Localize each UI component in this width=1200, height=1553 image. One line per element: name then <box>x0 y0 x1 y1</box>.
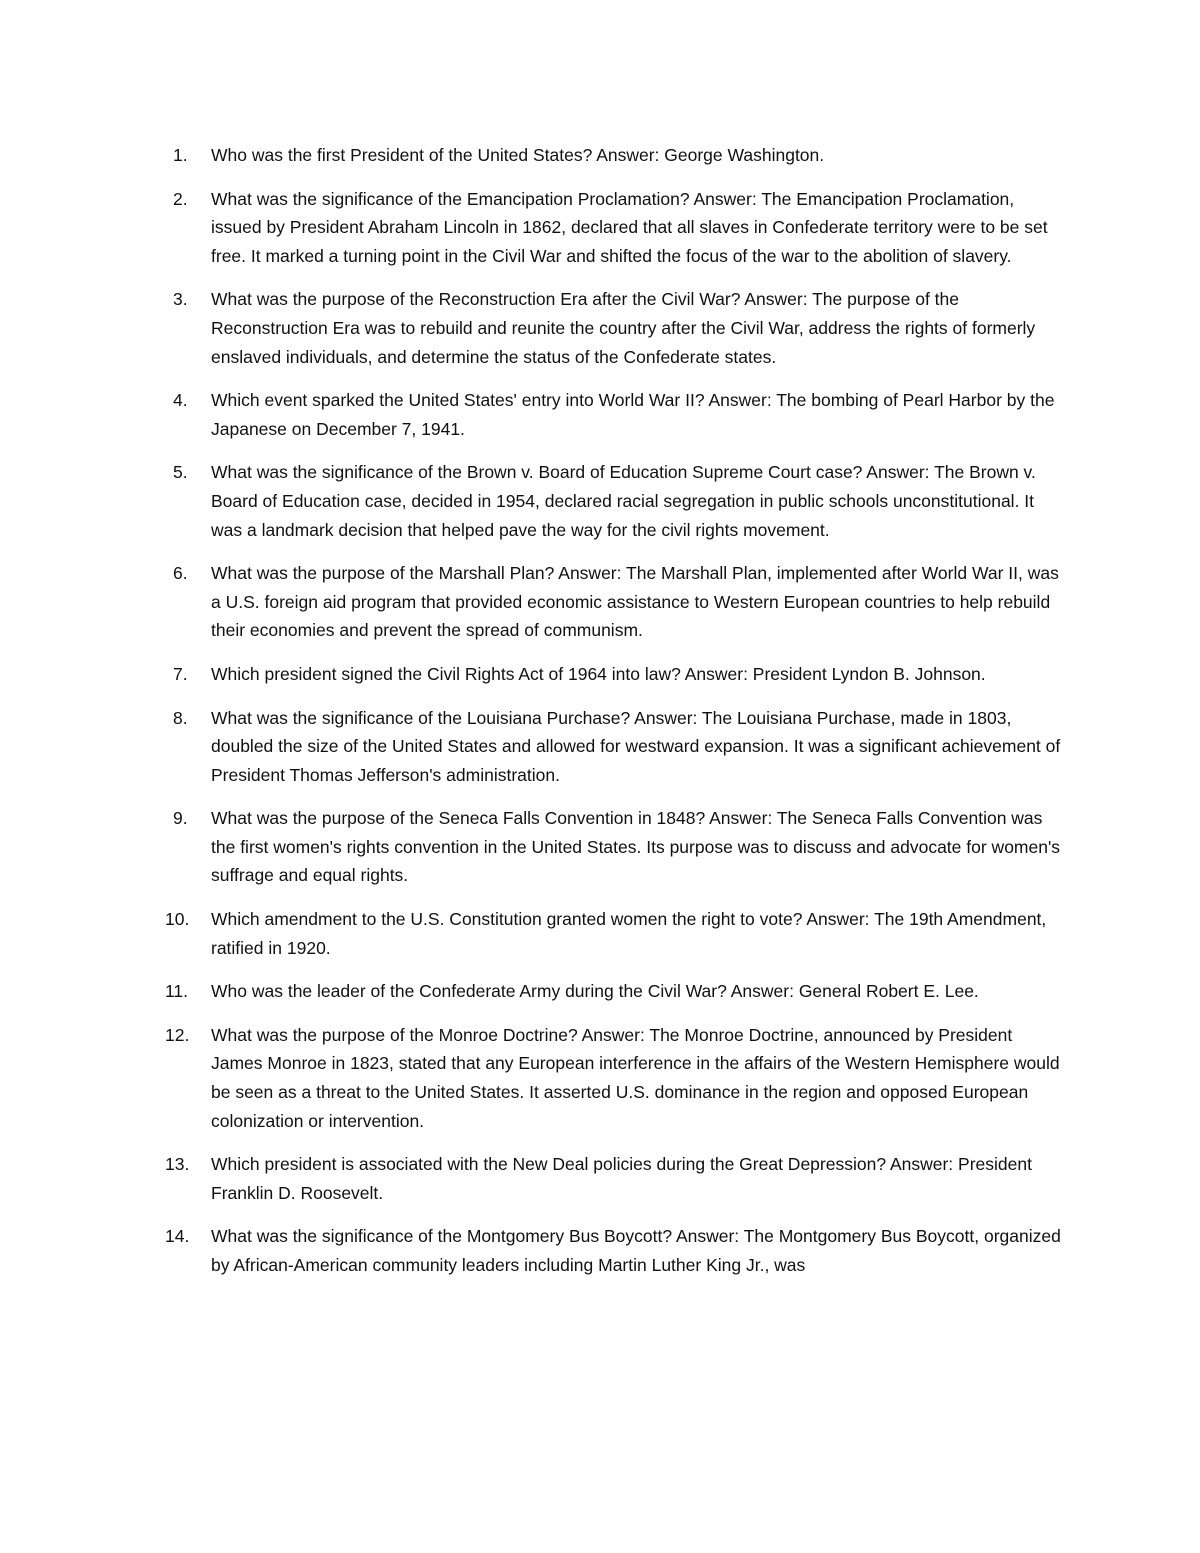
item-text: What was the significance of the Montgomery Bus Boycott? Answer: The Montgomery Bus Boycott, organized by African-American community leaders including Martin Luther King Jr., was <box>211 1226 1061 1275</box>
item-number: 4. <box>173 390 188 411</box>
list-item <box>165 141 1065 170</box>
item-number: 14. <box>165 1226 190 1247</box>
item-number: 9. <box>173 808 188 829</box>
item-text: What was the purpose of the Marshall Plan? Answer: The Marshall Plan, implemented after World War II, was a U.S. foreign aid program that provided economic assistance to Western European countries to help rebuild their economies and prevent the spread of communism. <box>211 563 1059 641</box>
list-item <box>165 1150 1065 1207</box>
list-item <box>165 185 1065 271</box>
question-answer-list <box>165 141 1065 1295</box>
list-item <box>165 977 1065 1006</box>
item-text: What was the purpose of the Monroe Doctrine? Answer: The Monroe Doctrine, announced by President James Monroe in 1823, stated that any European interference in the affairs of the Western Hemisphere would be seen as a threat to the United States. It asserted U.S. dominance in the region and opposed European colonization or intervention. <box>211 1024 1060 1131</box>
list-item <box>165 386 1065 443</box>
item-number: 3. <box>173 289 188 310</box>
item-text: What was the purpose of the Seneca Falls Convention in 1848? Answer: The Seneca Falls Convention was the first women's rights convention in the United States. Its purpose was to discuss and advocate for women's suffrage and equal rights. <box>211 808 1061 886</box>
list-item <box>165 704 1065 790</box>
item-text: What was the significance of the Brown v. Board of Education Supreme Court case? Answer: The Brown v. Board of Education case, decided in 1954, declared racial segregation in public schools unconstitutional. It was a landmark decision that helped pave the way for the civil rights movement. <box>211 462 1036 540</box>
item-number: 12. <box>165 1024 190 1045</box>
item-number: 7. <box>173 663 188 684</box>
list-item <box>165 559 1065 645</box>
item-number: 2. <box>173 188 188 209</box>
item-number: 1. <box>173 145 188 165</box>
list-item <box>165 458 1065 544</box>
item-number: 11. <box>165 981 189 1002</box>
list-item <box>165 1021 1065 1135</box>
list-item <box>165 1222 1065 1279</box>
item-text: Which president is associated with the New Deal policies during the Great Depression? Answer: President Franklin D. Roosevelt. <box>211 1154 1032 1203</box>
item-text: What was the purpose of the Reconstruction Era after the Civil War? Answer: The purpose of the Reconstruction Era was to rebuild and reunite the country after the Civil War, address the rights of formerly enslaved individuals, and determine the status of the Confederate states. <box>211 289 1036 367</box>
list-item <box>165 804 1065 890</box>
item-text: Which president signed the Civil Rights Act of 1964 into law? Answer: President Lyndon B. Johnson. <box>211 663 986 684</box>
item-text: Who was the leader of the Confederate Army during the Civil War? Answer: General Robert E. Lee. <box>211 981 979 1002</box>
item-text: Who was the first President of the United States? Answer: George Washington. <box>211 145 825 165</box>
list-item <box>165 905 1065 962</box>
item-number: 13. <box>165 1154 190 1175</box>
item-number: 6. <box>173 563 188 584</box>
item-number: 8. <box>173 707 188 728</box>
item-number: 10. <box>165 909 190 930</box>
item-text: Which event sparked the United States' entry into World War II? Answer: The bombing of Pearl Harbor by the Japanese on December 7, 1941. <box>211 390 1055 439</box>
item-text: What was the significance of the Emancipation Proclamation? Answer: The Emancipation Proclamation, issued by President Abraham Lincoln in 1862, declared that all slaves in Confederate territory were to be set free. It marked a turning point in the Civil War and shifted the focus of the war to the abolition of slavery. <box>211 188 1048 266</box>
list-item <box>165 285 1065 371</box>
item-number: 5. <box>173 462 188 483</box>
item-text: What was the significance of the Louisiana Purchase? Answer: The Louisiana Purchase, made in 1803, doubled the size of the United States and allowed for westward expansion. It was a significant achievement of President Thomas Jefferson's administration. <box>211 707 1061 785</box>
list-item <box>165 660 1065 689</box>
item-text: Which amendment to the U.S. Constitution granted women the right to vote? Answer: The 19th Amendment, ratified in 1920. <box>211 909 1047 958</box>
